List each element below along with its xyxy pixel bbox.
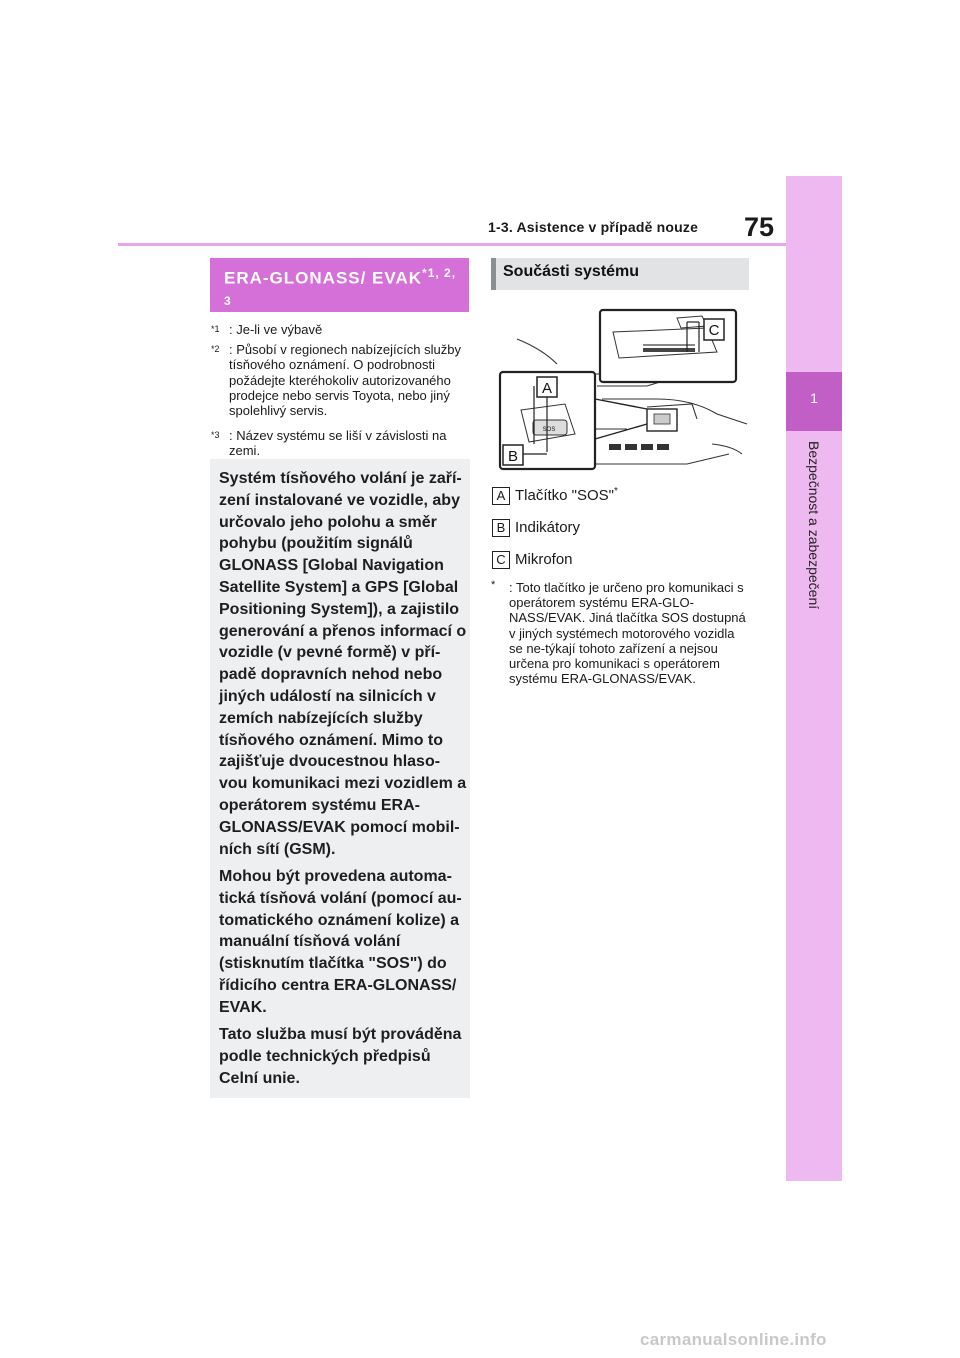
legend-text: Tlačítko "SOS"	[515, 487, 615, 504]
section-title: 1-3. Asistence v případě nouze	[488, 219, 699, 235]
label-c: C	[708, 322, 720, 339]
section-heading-text: ERA-GLONASS/ EVAK	[224, 268, 423, 288]
chapter-number: 1	[810, 390, 818, 406]
subsection-heading-accent	[491, 258, 496, 290]
page-number: 75	[744, 212, 775, 242]
system-components-figure	[497, 304, 749, 475]
section-heading-footnote-marks: *1, 2, 3	[224, 266, 457, 308]
watermark: carmanualsonline.info	[640, 1330, 827, 1349]
legend-item-sos-button	[515, 486, 618, 504]
header-rule	[118, 243, 786, 246]
footnote-mark: *2	[211, 344, 220, 354]
chapter-title: Bezpečnost a zabezpečení	[806, 441, 822, 610]
note-mark: *	[491, 579, 496, 591]
sos-label: SOS	[542, 427, 556, 433]
subsection-heading: Součásti systému	[503, 263, 640, 280]
sos-button-note	[491, 580, 751, 686]
footnote-3	[211, 428, 467, 459]
info-paragraph: Systém tísňového volání je zaří-zení instalované ve vozidle, aby určovalo jeho polohu a směr pohybu (použitím signálů GLONASS [Global Navigation Satellite System] a GPS [Global Positioning System]), a zajistilo generování a přenos informací o vozidle (v pevné formě) v pří-padě dopravních nehod nebo jiných událostí na silnicích v zemích nabízejících služby tísňového oznámení. Mimo to zajišťuje dvoucestnou hlaso-vou komunikaci mezi vozidlem a operátorem systému ERA-GLONASS/EVAK pomocí mobil-ních sítí (GSM).	[219, 470, 467, 858]
legend-item-microphone: Mikrofon	[515, 551, 573, 568]
footnote-1	[211, 322, 467, 337]
footnote-text: : Název systému se liší v závislosti na zemi.	[229, 428, 447, 459]
note-text: : Toto tlačítko je určeno pro komunikaci s operátorem systému ERA-GLO-NASS/EVAK. Jiná tlačítka SOS dostupná v jiných systémech motorového vozidla se ne-týkají tohoto zařízení a nejsou určena pro komunikaci s operátorem systému ERA-GLONASS/EVAK.	[509, 580, 746, 687]
section-heading	[224, 262, 464, 317]
legend-letter-c: C	[492, 551, 510, 569]
footnote-2	[211, 342, 467, 418]
footnote-text: : Je-li ve výbavě	[229, 322, 323, 337]
info-paragraph: Mohou být provedena automa-tická tísňová volání (pomocí au-tomatického oznámení kolize) a manuální tísňová volání (stisknutím tlačítka "SOS") do řídicího centra ERA-GLONASS/ EVAK.	[219, 868, 462, 1016]
legend-letter-b: B	[492, 519, 510, 537]
footnote-mark: *3	[211, 430, 220, 440]
footnote-mark: *1	[211, 324, 220, 334]
legend-footnote-mark: *	[614, 486, 618, 497]
legend-letter-a: A	[492, 487, 510, 505]
legend-item-indicators: Indikátory	[515, 519, 581, 536]
footnote-text: : Působí v regionech nabízejících služby tísňového oznámení. O podrobnosti požádejte kteréhokoliv autorizovaného prodejce nebo servis Toyota, nebo jiný spolehlivý servis.	[229, 342, 461, 419]
info-paragraph: Tato služba musí být prováděna podle technických předpisů Celní unie.	[219, 1026, 462, 1087]
chapter-side-tab	[786, 176, 842, 1181]
label-a: A	[541, 380, 553, 397]
dashboard-vents	[609, 444, 669, 450]
label-b: B	[507, 448, 519, 465]
